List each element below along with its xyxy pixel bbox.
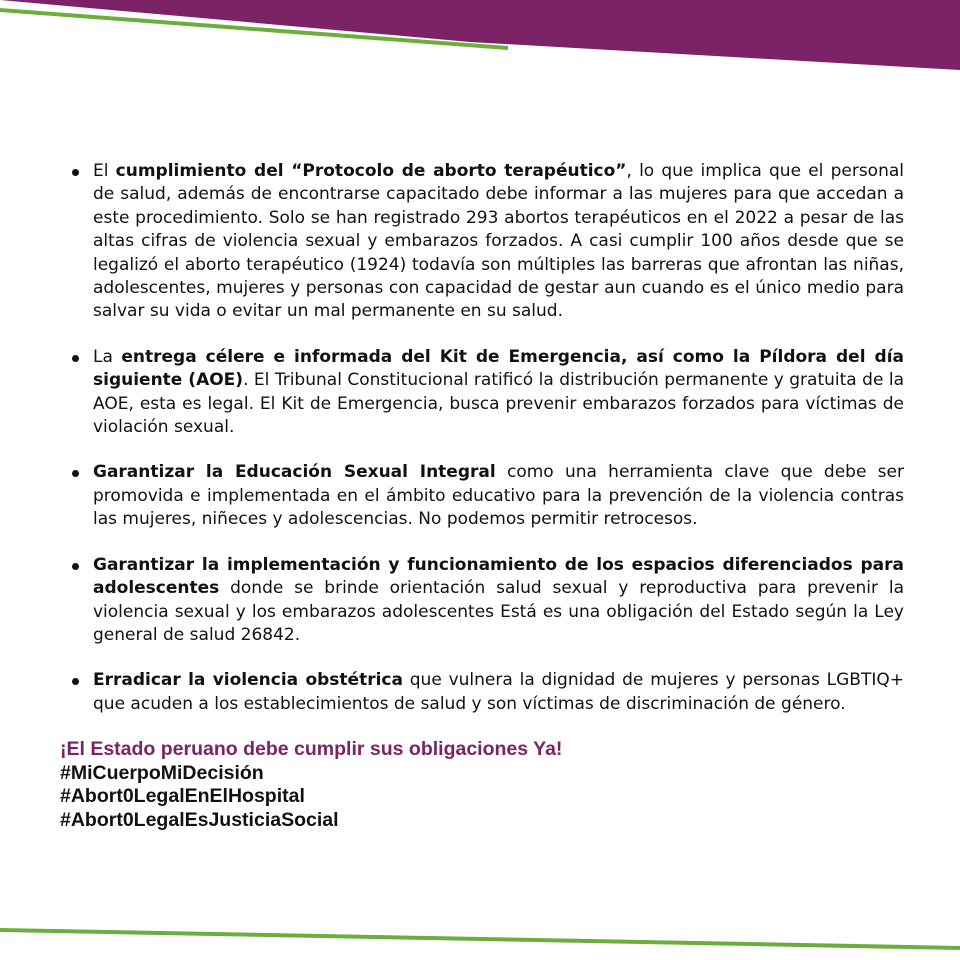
hashtag: #Abort0LegalEnElHospital <box>60 785 305 808</box>
main-content <box>60 160 904 832</box>
bullet-item-bold: Garantizar la Educación Sexual Integral <box>93 462 496 483</box>
closing-block <box>60 738 904 832</box>
hashtag: #MiCuerpoMiDecisión <box>60 761 264 784</box>
hashtag: #Abort0LegalEsJusticiaSocial <box>60 808 339 831</box>
top-decoration <box>0 0 960 80</box>
bullet-item-protocolo: El cumplimiento del “Protocolo de aborto terapéutico”, lo que implica que el personal de salud, además de encontrarse capacitado debe informar a las mujeres para que accedan a este procedimiento. Solo se han registrado 293 abortos terapéuticos en el 2022 a pesar de las altas cifras de violencia sexual y embarazos forzados. A casi cumplir 100 años desde que se legalizó el aborto terapéutico (1924) todavía son múltiples las barreras que afrontan las niñas, adolescentes, mujeres y personas con capacidad de gestar aun cuando es el único medio para salvar su vida o evitar un mal permanente en su salud. <box>70 160 904 324</box>
purple-banner-shape <box>0 0 960 70</box>
slogan: ¡El Estado peruano debe cumplir sus obligaciones Ya! <box>60 738 563 761</box>
bullet-item-bold: Erradicar la violencia obstétrica <box>93 670 403 691</box>
green-accent-line-bottom <box>0 930 960 948</box>
bullet-item-kit-emergencia: La entrega célere e informada del Kit de Emergencia, así como la Píldora del día siguiente (AOE). El Tribunal Constitucional ratificó la distribución permanente y gratuita de la AOE, esta es legal. El Kit de Emergencia, busca prevenir embarazos forzados para víctimas de violación sexual. <box>70 346 904 440</box>
bullet-item-esi: Garantizar la Educación Sexual Integral como una herramienta clave que debe ser promovida e implementada en el ámbito educativo para la prevención de la violencia contras las mujeres, niñeces y adolescencias. No podemos permitir retrocesos. <box>70 461 904 531</box>
bullet-item-espacios-adolescentes: Garantizar la implementación y funcionamiento de los espacios diferenciados para adolescentes donde se brinde orientación salud sexual y reproductiva para prevenir la violencia sexual y los embarazos adolescentes Está es una obligación del Estado según la Ley general de salud 26842. <box>70 554 904 648</box>
bottom-decoration <box>0 920 960 960</box>
bullet-item-bold: entrega célere e informada del Kit de Emergencia, así como la Píldora del día siguiente (AOE) <box>93 346 904 391</box>
bullet-list <box>70 160 904 716</box>
bullet-item-violencia-obstetrica: Erradicar la violencia obstétrica que vulnera la dignidad de mujeres y personas LGBTIQ+ que acuden a los establecimientos de salud y son víctimas de discriminación de género. <box>70 669 904 716</box>
bullet-item-bold: Garantizar la implementación y funcionamiento de los espacios diferenciados para adolescentes <box>93 554 904 599</box>
bullet-item-bold: cumplimiento del “Protocolo de aborto terapéutico” <box>115 161 627 181</box>
